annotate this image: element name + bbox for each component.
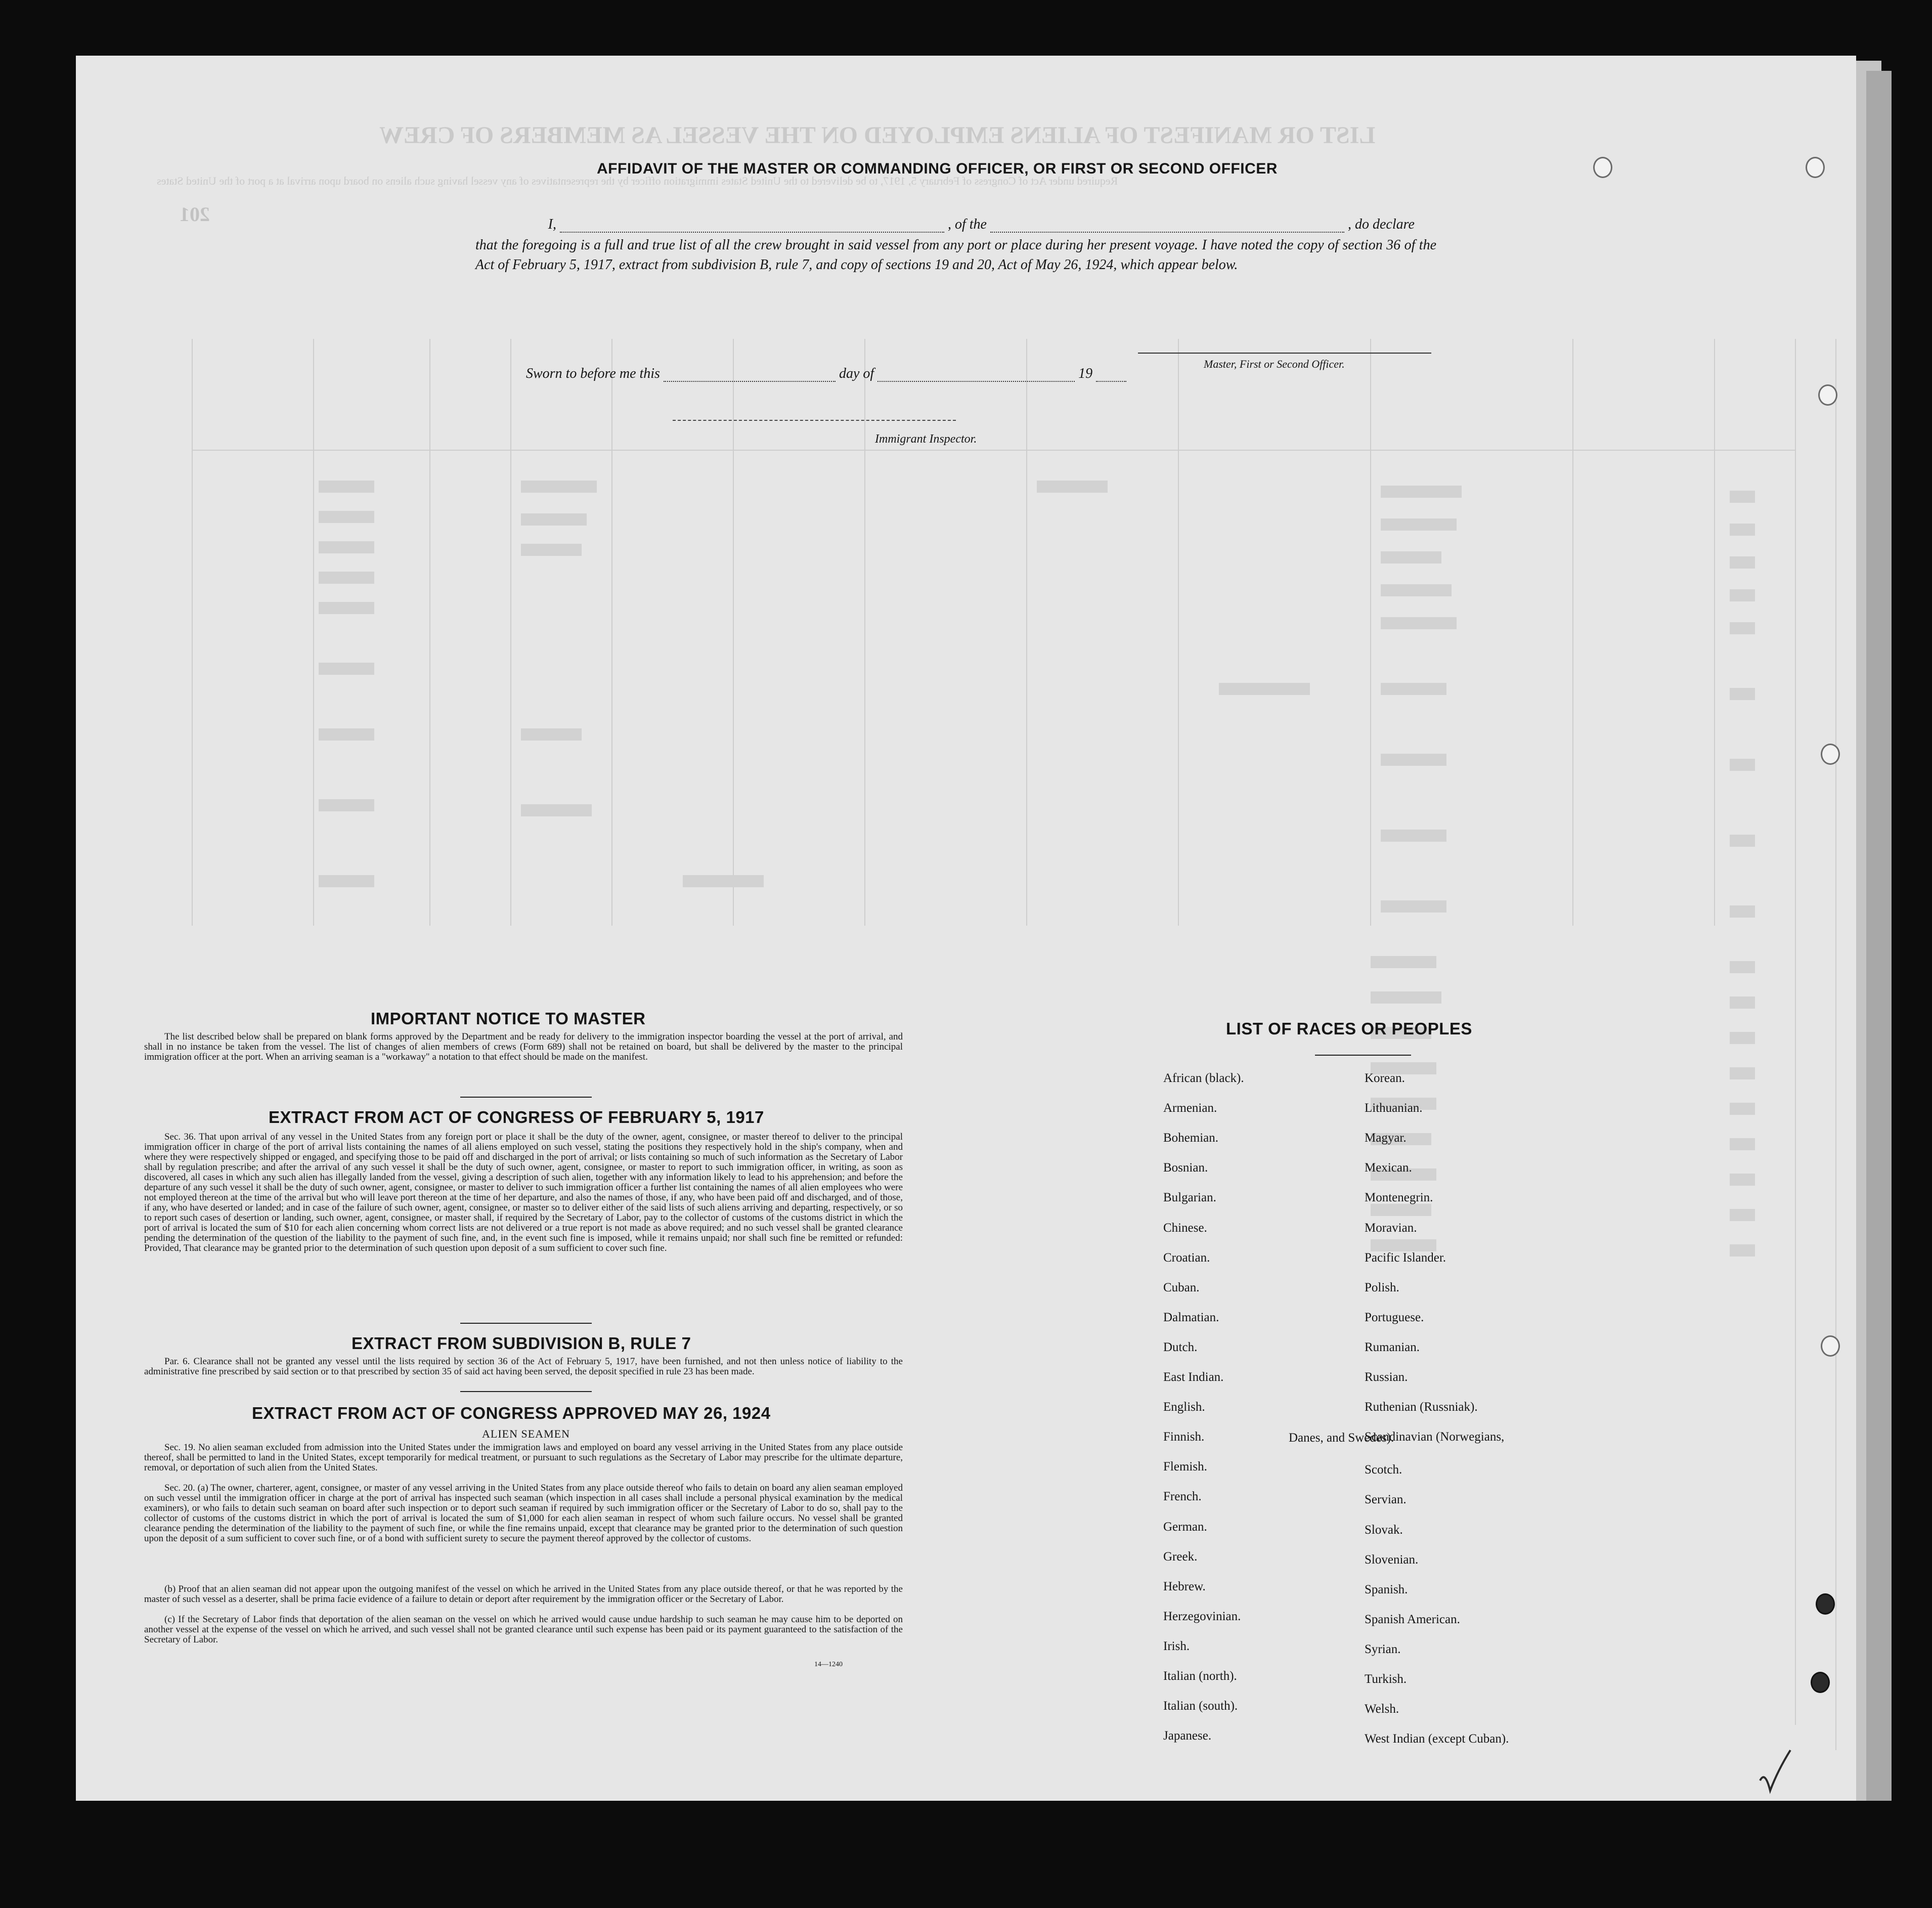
notice-divider <box>460 1097 592 1098</box>
rule7-title: EXTRACT FROM SUBDIVISION B, RULE 7 <box>352 1334 691 1353</box>
race-item: Servian. <box>1365 1493 1407 1507</box>
race-item: Bulgarian. <box>1163 1191 1216 1205</box>
race-item: Greek. <box>1163 1549 1198 1564</box>
race-item: Moravian. <box>1365 1221 1417 1235</box>
paper-edge-shadow <box>1866 71 1892 1801</box>
extract-1917-title: EXTRACT FROM ACT OF CONGRESS OF FEBRUARY 5, 1917 <box>269 1108 764 1126</box>
sec19-body: Sec. 19. No alien seaman excluded from admission into the United States under the immigration laws and employed on board any vessel arriving in the United States from any place outside thereof, shall be permitted to land in the United States, except temporarily for medical treatment, or pursuant to such regulations as the Secretary of Labor may prescribe for the ultimate departure, removal, or deportation of such alien from the United States. <box>144 1442 903 1473</box>
race-item: Korean. <box>1365 1071 1405 1085</box>
affidavit-declaration-line <box>526 216 1415 233</box>
bleed-through-subheader: Required under Act of Congress of February 5, 1917, to be delivered to the United States immigration officer by the representatives of any vessel having such aliens on board upon arrival at a port of the United States <box>157 175 1118 187</box>
binder-hole <box>1821 1335 1840 1357</box>
race-item: Cuban. <box>1163 1280 1200 1294</box>
race-item: Finnish. <box>1163 1430 1205 1444</box>
affidavit-body: that the foregoing is a full and true list of all the crew brought in said vessel from any port or place during her present voyage. I have noted the copy of section 36 of the Act of February 5, 1917, extract from subdivision B, rule 7, and copy of sections 19 and 20, Act of May 26, 1924, which appear below. <box>475 237 1436 273</box>
alien-seamen-subtitle: ALIEN SEAMEN <box>482 1427 570 1440</box>
race-item: Slovak. <box>1365 1523 1403 1537</box>
race-item: German. <box>1163 1520 1207 1534</box>
day-of-label: day of <box>839 366 874 381</box>
race-item: Spanish American. <box>1365 1612 1460 1626</box>
inspector-signature-line[interactable] <box>673 420 956 421</box>
race-item: Mexican. <box>1365 1161 1412 1175</box>
race-item: Ruthenian (Russniak). <box>1365 1400 1478 1414</box>
race-item: African (black). <box>1163 1071 1244 1085</box>
race-item: Bosnian. <box>1163 1161 1208 1175</box>
do-declare-label: , do declare <box>1348 216 1415 232</box>
race-item: French. <box>1163 1490 1202 1504</box>
race-item: Chinese. <box>1163 1221 1207 1235</box>
form-number: 14—1240 <box>814 1661 843 1668</box>
race-item: Russian. <box>1365 1370 1408 1384</box>
sec20b-body: (b) Proof that an alien seaman did not appear upon the outgoing manifest of the vessel on which he arrived in the United States from any place outside thereof, or that he was reported by the master of such vessel as a deserter, shall be prima facie evidence of a failure to detain or deport after requirement by the immigration officer or the Secretary of Labor. <box>144 1584 903 1605</box>
bleed-through-header: LIST OR MANIFEST OF ALIENS EMPLOYED ON THE VESSEL AS MEMBERS OF CREW <box>379 122 1376 149</box>
race-item: West Indian (except Cuban). <box>1365 1732 1509 1746</box>
race-item: Syrian. <box>1365 1642 1401 1656</box>
race-item: English. <box>1163 1400 1205 1414</box>
document-page <box>76 56 1856 1801</box>
extract-1917-body: Sec. 36. That upon arrival of any vessel in the United States from any foreign port or place it shall be the duty of the owner, agent, consignee, or master thereof to deliver to the principal immigration officer in charge of the port of arrival lists containing the names of all aliens employed on such vessel, stating the positions they respectively hold in the ship's company, when and where they were respectively shipped or engaged, and specifying those to be paid off and discharged in the port of arrival; or lists containing so much of such information as the Secretary of Labor shall by regulation prescribe; and after the arrival of any such vessel it shall be the duty of such owner, agent, consignee, or master to report to such immigration officer, in writing, as soon as discovered, all cases in which any such alien has illegally landed from the vessel, giving a description of such alien, together with any information likely to lead to his apprehension; and before the departure of any such vessel it shall be the duty of such owner, agent, consignee, or master to deliver to such immigration officer a further list containing the names of all alien employees who were not employed thereon at the time of the arrival but who will leave port thereon at the time of her departure, and also the names of those, if any, who have been paid off and discharged, and of those, if any, who have deserted or landed; and in case of the failure of such owner, agent, consignee, or master so to deliver either of the said lists of such aliens arriving and departing, respectively, or so to report such cases of desertion or landing, such owner, agent, consignee, or master shall, if required by the Secretary of Labor, pay to the collector of customs of the customs district in which the port of arrival is located the sum of $10 for each alien concerning whom correct lists are not delivered or a true report is not made as above required; and no such vessel shall be granted clearance pending the determination of the question of the liability to the payment of such fine, and, in the event such fine is imposed, while it remains unpaid; nor shall such fine be remitted or refunded: Provided, That clearance may be granted prior to the determination of such question upon deposit of a sum sufficient to cover such fine. <box>144 1132 903 1253</box>
race-item: Italian (north). <box>1163 1669 1237 1683</box>
pencil-check-mark <box>1760 1750 1790 1791</box>
year-prefix: 19 <box>1078 366 1093 381</box>
race-item: Slovenian. <box>1365 1552 1419 1567</box>
race-item: Armenian. <box>1163 1101 1217 1115</box>
declarant-name-field[interactable] <box>560 221 944 233</box>
vessel-name-field[interactable] <box>990 221 1344 233</box>
sworn-day-field[interactable] <box>664 370 836 382</box>
race-item: Japanese. <box>1163 1729 1212 1743</box>
race-item: Lithuanian. <box>1365 1101 1423 1115</box>
rule7-divider <box>460 1391 592 1392</box>
binder-hole <box>1806 157 1825 178</box>
race-item: Flemish. <box>1163 1460 1207 1474</box>
race-item: Spanish. <box>1365 1582 1408 1596</box>
race-item: Hebrew. <box>1163 1579 1206 1593</box>
races-title: LIST OF RACES OR PEOPLES <box>1226 1019 1472 1038</box>
race-item: Dalmatian. <box>1163 1310 1219 1324</box>
race-item: Scotch. <box>1365 1463 1402 1477</box>
notice-title: IMPORTANT NOTICE TO MASTER <box>371 1009 646 1028</box>
inspector-label: Immigrant Inspector. <box>875 432 977 446</box>
race-item: Montenegrin. <box>1365 1191 1433 1205</box>
sworn-year-field[interactable] <box>1096 370 1126 382</box>
binder-hole <box>1811 1672 1830 1693</box>
binder-hole <box>1821 744 1840 765</box>
rule7-body: Par. 6. Clearance shall not be granted any vessel until the lists required by section 36 of the Act of February 5, 1917, have been furnished, and not then unless notice of liability to the administrative fine prescribed by said section or to that prescribed by section 35 of said act having been served, the deposit specified in rule 23 has been made. <box>144 1356 903 1377</box>
race-item: Dutch. <box>1163 1340 1198 1354</box>
race-item: Irish. <box>1163 1639 1190 1653</box>
binder-hole <box>1593 157 1612 178</box>
race-scandinavian-continuation: Danes, and Swedes). <box>1289 1431 1394 1445</box>
race-item: East Indian. <box>1163 1370 1224 1384</box>
race-item: Rumanian. <box>1365 1340 1420 1354</box>
sworn-line <box>526 366 1126 382</box>
race-item: Polish. <box>1365 1280 1399 1294</box>
sworn-label: Sworn to before me this <box>526 366 660 381</box>
extract-1917-divider <box>460 1323 592 1324</box>
binder-hole <box>1816 1593 1835 1615</box>
race-item: Portuguese. <box>1365 1310 1424 1324</box>
extract-1924-title: EXTRACT FROM ACT OF CONGRESS APPROVED MAY 26, 1924 <box>252 1404 771 1422</box>
master-signature-line[interactable] <box>1138 353 1431 354</box>
sec20a-body: Sec. 20. (a) The owner, charterer, agent, consignee, or master of any vessel arriving in the United States from any place outside thereof who fails to detain on board any alien seaman employed on such vessel until the immigration officer in charge at the port of arrival has inspected such seaman (which inspection in all cases shall include a personal physical examination by the medical examiners), or who fails to detain such seaman on board after such inspection or to deport such seaman if required by such immigration officer or the Secretary of Labor to do so, shall pay to the collector of customs of the customs district in which the port of arrival is located the sum of $1,000 for each alien seaman in respect of whom such failure occurs. No vessel shall be granted clearance pending the determination of the liability to the payment of such fine, or while the fine remains unpaid, except that clearance may be granted prior to the determination of such question upon the deposit of a sum sufficient to cover such fine, or of a bond with sufficient surety to secure the payment thereof approved by the collector of customs. <box>144 1483 903 1544</box>
affidavit-title: AFFIDAVIT OF THE MASTER OR COMMANDING OFFICER, OR FIRST OR SECOND OFFICER <box>597 160 1278 177</box>
of-the-label: , of the <box>948 216 987 232</box>
sec20c-body: (c) If the Secretary of Labor finds that deportation of the alien seaman on the vessel on which he arrived would cause undue hardship to such seaman he may cause him to be deported on another vessel at the expense of the vessel on which he arrived, and such vessel shall not be granted clearance until such expense has been paid or its payment guaranteed to the satisfaction of the Secretary of Labor. <box>144 1614 903 1645</box>
sworn-month-field[interactable] <box>877 370 1075 382</box>
race-item: Magyar. <box>1365 1131 1407 1145</box>
race-item: Croatian. <box>1163 1250 1210 1265</box>
master-signature-label: Master, First or Second Officer. <box>1204 358 1345 370</box>
race-item: Scandinavian (Norwegians, <box>1365 1430 1505 1444</box>
race-item: Herzegovinian. <box>1163 1609 1241 1623</box>
race-item: Turkish. <box>1365 1672 1407 1686</box>
notice-body: The list described below shall be prepared on blank forms approved by the Department and be ready for delivery to the immigration inspector boarding the vessel at the port of arrival, and shall in no instance be taken from the vessel. The list of changes of alien members of crews (Form 689) shall not be retained on board, but shall be delivered by the master to the principal immigration officer at the port. When an arriving seaman is a "workaway" a notation to that effect should be made on the manifest. <box>144 1031 903 1062</box>
bleed-through-page-number: 201 <box>180 203 210 226</box>
race-item: Welsh. <box>1365 1702 1399 1716</box>
declarant-label: I, <box>548 216 556 232</box>
binder-hole <box>1818 384 1837 406</box>
race-item: Bohemian. <box>1163 1131 1219 1145</box>
races-divider <box>1315 1055 1411 1056</box>
race-item: Pacific Islander. <box>1365 1250 1446 1265</box>
race-item: Italian (south). <box>1163 1699 1238 1713</box>
